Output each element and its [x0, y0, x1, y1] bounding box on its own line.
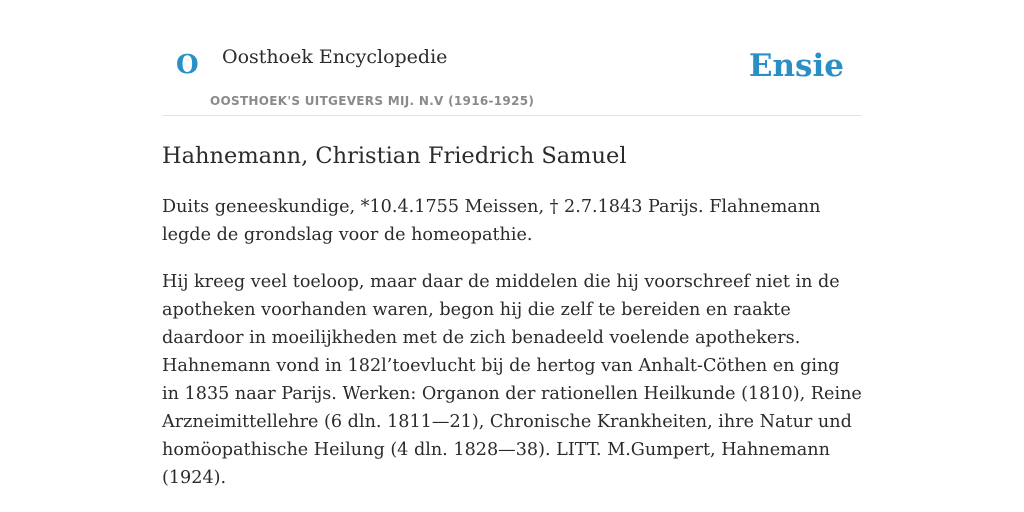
- source-title[interactable]: Oosthoek Encyclopedie: [222, 46, 448, 68]
- ensie-logo-link[interactable]: Ensie: [748, 48, 844, 84]
- source-header: [162, 0, 862, 116]
- entry-title: Hahnemann, Christian Friedrich Samuel: [162, 143, 627, 169]
- entry-paragraph-2: Hij kreeg veel toeloop, maar daar de middelen die hij voorschreef niet in de apotheken voorhanden waren, begon hij die zelf te bereiden en raakte daardoor in moeilijkheden met de zich benadeeld voelende apothekers. Hahnemann vond in 182l’toevlucht bij de hertog van Anhalt-Cöthen en ging in 1835 naar Parijs. Werken: Organon der rationellen Heilkunde (1810), Reine Arzneimittellehre (6 dln. 1811—21), Chronische Krankheiten, ihre Natur und homöopathische Heilung (4 dln. 1828—38). LITT. M.Gumpert, Hahnemann (1924).: [162, 272, 862, 489]
- entry-paragraph-1: Duits geneeskundige, *10.4.1755 Meissen, † 2.7.1843 Parijs. Flahnemann legde de grondslag voor de homeopathie.: [162, 197, 821, 246]
- publisher-label: OOSTHOEK'S UITGEVERS MIJ. N.V (1916-1925): [210, 94, 535, 108]
- page: [162, 0, 862, 492]
- source-letter-badge[interactable]: O: [176, 50, 199, 80]
